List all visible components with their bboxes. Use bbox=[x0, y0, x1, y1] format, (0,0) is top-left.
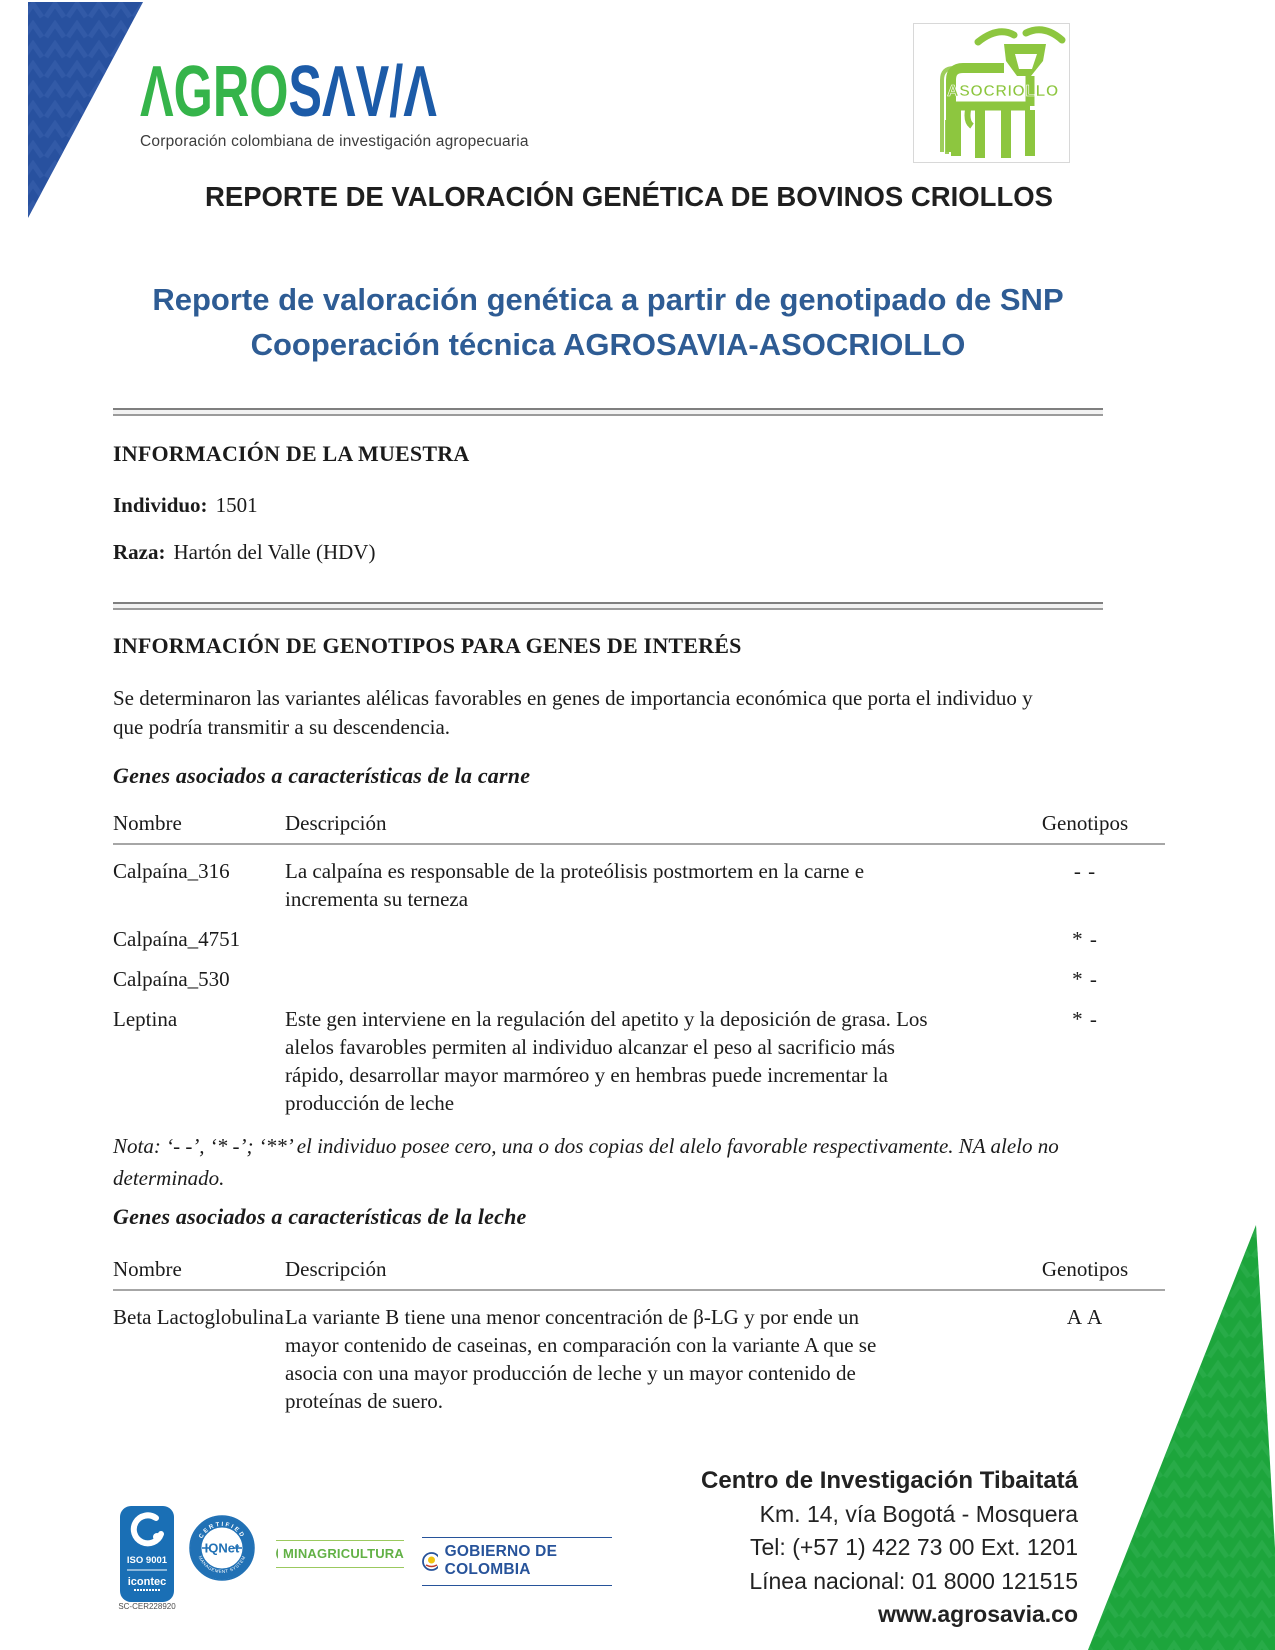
table-row bbox=[113, 913, 1165, 953]
gene-genotype: A A bbox=[1066, 1305, 1104, 1329]
footer-phone: Tel: (+57 1) 422 73 00 Ext. 1201 bbox=[750, 1534, 1078, 1560]
gene-genotype: * - bbox=[1072, 967, 1098, 991]
page-title-line2: Cooperación técnica AGROSAVIA-ASOCRIOLLO bbox=[250, 327, 966, 362]
gene-description: Este gen interviene en la regulación del apetito y la deposición de grasa. Los alelos favarobles permiten al individuo alcanzar el peso al sacrificio más rápido, desarrollar mayor marmóreo y en hembras puede incrementar la producción de leche bbox=[285, 1007, 928, 1115]
genotype-note: Nota: ‘- -’, ‘* -’; ‘**’ el individuo posee cero, una o dos copias del alelo favorable respectivamente. NA alelo no determinado. bbox=[113, 1134, 1059, 1190]
asocriollo-logo bbox=[913, 23, 1070, 163]
agrosavia-tagline: Corporación colombiana de investigación agropecuaria bbox=[140, 133, 529, 150]
gene-name: Leptina bbox=[113, 1007, 178, 1031]
footer-website: www.agrosavia.co bbox=[878, 1601, 1078, 1627]
svg-text:CERTIFIED: CERTIFIED bbox=[198, 1521, 246, 1540]
agrosavia-wordmark-blue: SΛV/Λ bbox=[288, 52, 437, 132]
footer-address: Km. 14, vía Bogotá - Mosquera bbox=[759, 1500, 1078, 1527]
genotypes-intro: Se determinaron las variantes alélicas favorables en genes de importancia económica que porta el individuo y que podría transmitir a su descendencia. bbox=[113, 686, 1033, 739]
footer-center-name: Centro de Investigación Tibaitatá bbox=[701, 1467, 1078, 1494]
table-header-row bbox=[113, 810, 1165, 845]
gene-genotype: * - bbox=[1072, 927, 1098, 951]
column-header-nombre: Nombre bbox=[113, 1257, 182, 1281]
agrosavia-logo bbox=[140, 52, 564, 151]
field-label: Raza: bbox=[113, 540, 166, 564]
agrosavia-wordmark bbox=[140, 52, 437, 132]
table-row bbox=[113, 845, 1165, 913]
meat-table-caption: Genes asociados a características de la carne bbox=[113, 763, 531, 788]
page-title bbox=[113, 277, 1103, 367]
gene-description: La calpaína es responsable de la proteólisis postmortem en la carne e incrementa su terneza bbox=[285, 859, 865, 911]
field-value: 1501 bbox=[215, 493, 258, 517]
genotypes-heading: INFORMACIÓN DE GENOTIPOS PARA GENES DE INTERÉS bbox=[113, 633, 742, 658]
svg-text:MANAGEMENT SYSTEM: MANAGEMENT SYSTEM bbox=[197, 1554, 247, 1575]
minagricultura-emblem-icon bbox=[276, 1545, 278, 1562]
milk-genes-table bbox=[113, 1256, 1165, 1415]
asocriollo-label: ASOCRIOLLO bbox=[947, 83, 1059, 100]
iqnet-icon bbox=[188, 1514, 256, 1582]
corner-triangle-blue-icon bbox=[0, 0, 150, 222]
table-row bbox=[113, 993, 1165, 1117]
table-body bbox=[113, 1291, 1165, 1415]
agrosavia-wordmark-green: ΛGRO bbox=[140, 52, 289, 132]
gene-name: Calpaína_316 bbox=[113, 859, 230, 883]
iso-9001-badge bbox=[120, 1506, 174, 1607]
gene-genotype: * - bbox=[1072, 1007, 1098, 1031]
minagricultura-logo bbox=[276, 1540, 404, 1568]
icontec-iso-icon bbox=[120, 1506, 174, 1602]
horizontal-rule bbox=[113, 408, 1103, 416]
meat-genes-table bbox=[113, 810, 1165, 1117]
page-title-line1: Reporte de valoración genética a partir de genotipado de SNP bbox=[152, 282, 1064, 317]
iso-title: ISO 9001 bbox=[126, 1555, 168, 1566]
field-label: Individuo: bbox=[113, 493, 208, 517]
table-header-row bbox=[113, 1256, 1165, 1291]
gene-name: Calpaína_530 bbox=[113, 967, 230, 991]
iqnet-badge bbox=[188, 1514, 256, 1587]
column-header-genotipos: Genotipos bbox=[1041, 811, 1129, 835]
sample-info-heading: INFORMACIÓN DE LA MUESTRA bbox=[113, 441, 470, 466]
gene-description bbox=[285, 965, 1005, 993]
icontec-label: icontec bbox=[127, 1576, 167, 1588]
sample-field bbox=[113, 492, 375, 518]
sample-info-fields bbox=[113, 492, 375, 586]
report-banner: REPORTE DE VALORACIÓN GENÉTICA DE BOVINOS CRIOLLOS bbox=[205, 181, 1053, 212]
minagricultura-label: MINAGRICULTURA bbox=[283, 1546, 404, 1561]
horizontal-rule bbox=[113, 602, 1103, 610]
gene-genotype: - - bbox=[1073, 859, 1097, 883]
gene-name: Calpaína_4751 bbox=[113, 927, 241, 951]
table-body bbox=[113, 845, 1165, 1117]
column-header-genotipos: Genotipos bbox=[1041, 1257, 1129, 1281]
table-row bbox=[113, 953, 1165, 993]
column-header-nombre: Nombre bbox=[113, 811, 182, 835]
iqnet-label: IQNet bbox=[204, 1540, 240, 1556]
gobierno-label: GOBIERNO DE COLOMBIA bbox=[444, 1543, 558, 1578]
table-row bbox=[113, 1291, 1165, 1415]
gene-description: La variante B tiene una menor concentración de β-LG y por ende un mayor contenido de caseinas, en comparación con la variante A que se asocia con una mayor producción de leche y un mayor contenido de proteínas de suero. bbox=[285, 1305, 877, 1413]
gene-name: Beta Lactoglobulina bbox=[113, 1305, 284, 1329]
milk-table-caption: Genes asociados a características de la leche bbox=[113, 1204, 527, 1229]
sample-field bbox=[113, 539, 375, 565]
gobierno-colombia-logo bbox=[422, 1537, 612, 1586]
asocriollo-cow-icon bbox=[914, 24, 1069, 162]
iso-certificate-number: SC-CER228920 bbox=[118, 1602, 176, 1611]
gobierno-emblem-icon bbox=[422, 1552, 438, 1571]
footer-national-line: Línea nacional: 01 8000 121515 bbox=[749, 1567, 1078, 1594]
column-header-descripcion: Descripción bbox=[285, 811, 387, 835]
field-value: Hartón del Valle (HDV) bbox=[173, 540, 376, 564]
column-header-descripcion: Descripción bbox=[285, 1257, 387, 1281]
gene-description bbox=[285, 925, 1005, 953]
